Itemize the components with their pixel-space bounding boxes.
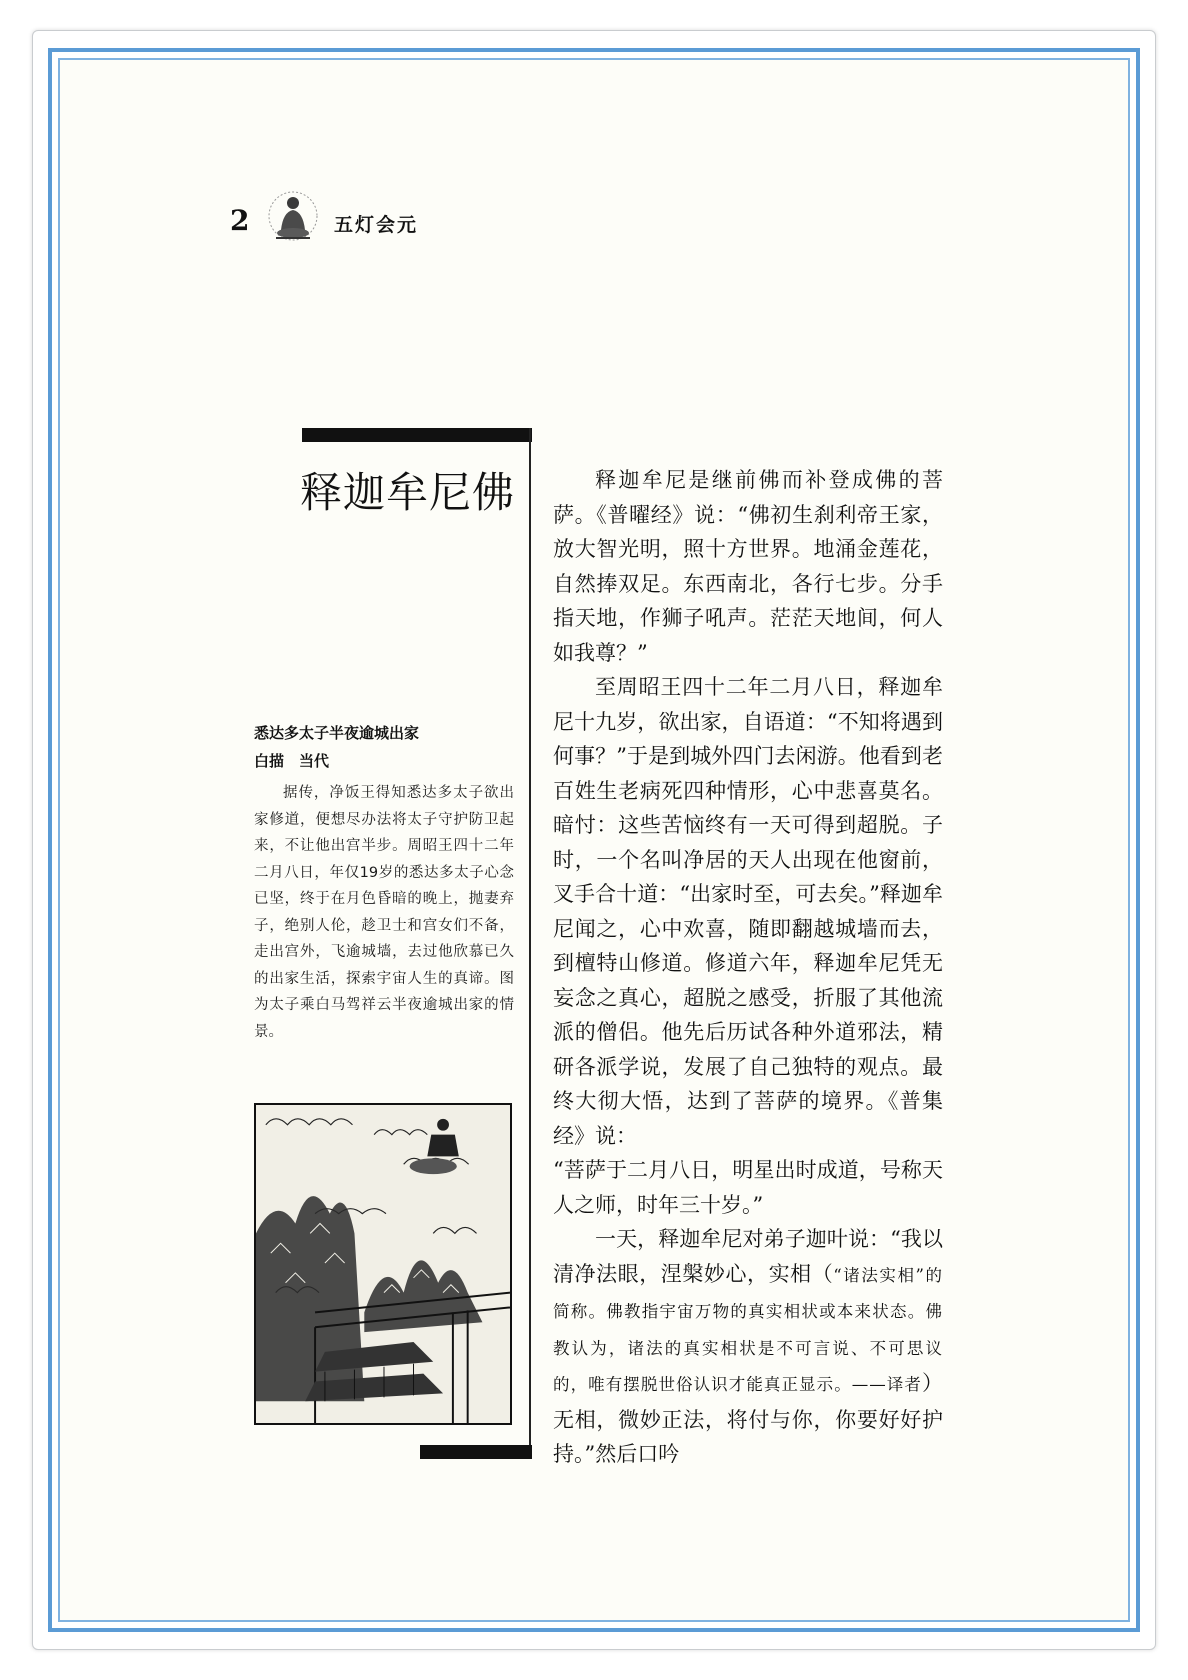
woodcut-illustration — [254, 1103, 512, 1425]
buddha-emblem-icon — [262, 190, 324, 244]
paragraph-4 — [553, 1222, 943, 1472]
column-divider — [529, 428, 531, 1459]
paragraph-4-start: 一天，释迦牟尼对弟子迦叶说：“我以清净法眼，涅槃妙心，实相（ — [553, 1227, 943, 1286]
paragraph-4-end: ）无相，微妙正法，将付与你，你要好好护持。”然后口吟 — [553, 1371, 943, 1466]
paragraph-1: 释迦牟尼是继前佛而补登成佛的菩萨。《普曜经》说：“佛初生刹利帝王家，放大智光明，照十方世界。地涌金莲花，自然捧双足。东西南北，各行七步。分手指天地，作狮子吼声。茫茫天地间，何人如我尊？” — [553, 468, 943, 665]
chapter-title: 释迦牟尼佛 — [300, 468, 516, 517]
paragraph-3: “菩萨于二月八日，明星出时成道，号称天人之师，时年三十岁。” — [553, 1158, 943, 1217]
caption-author: 白描 当代 — [254, 752, 330, 770]
translator-note: “诸法实相”的简称。佛教指宇宙万物的真实相状或本来状态。佛教认为，诸法的真实相状是不可言说、不可思议的，唯有摆脱世俗认识才能真正显示。——译者 — [553, 1265, 944, 1394]
paragraph-2: 至周昭王四十二年二月八日，释迦牟尼十九岁，欲出家，自语道：“不知将遇到何事？”于是到城外四门去闲游。他看到老百姓生老病死四种情形，心中悲喜莫名。暗忖：这些苦恼终有一天可得到超脱。子时，一个名叫净居的天人出现在他窗前，叉手合十道：“出家时至，可去矣。”释迦牟尼闻之，心中欢喜，随即翻越城墙而去，到檀特山修道。修道六年，释迦牟尼凭无妄念之真心，超脱之感受，折服了其他流派的僧侣。他先后历试各种外道邪法，精研各派学说，发展了自己独特的观点。最终大彻大悟，达到了菩萨的境界。《普集经》说： — [553, 675, 943, 1148]
main-text — [553, 463, 943, 1472]
title-bar-bottom — [420, 1445, 532, 1459]
caption-body: 据传，净饭王得知悉达多太子欲出家修道，便想尽办法将太子守护防卫起来，不让他出宫半步。周昭王四十二年二月八日，年仅19岁的悉达多太子心念已坚，终于在月色昏暗的晚上，抛妻弃子，绝别人伦，趁卫士和宫女们不备，走出宫外，飞逾城墙，去过他欣慕已久的出家生活，探索宇宙人生的真谛。图为太子乘白马驾祥云半夜逾城出家的情景。 — [254, 785, 514, 1040]
caption-title: 悉达多太子半夜逾城出家 — [254, 724, 420, 742]
page-number: 2 — [230, 204, 250, 237]
book-title: 五灯会元 — [334, 214, 419, 236]
title-bar-top — [302, 428, 532, 442]
